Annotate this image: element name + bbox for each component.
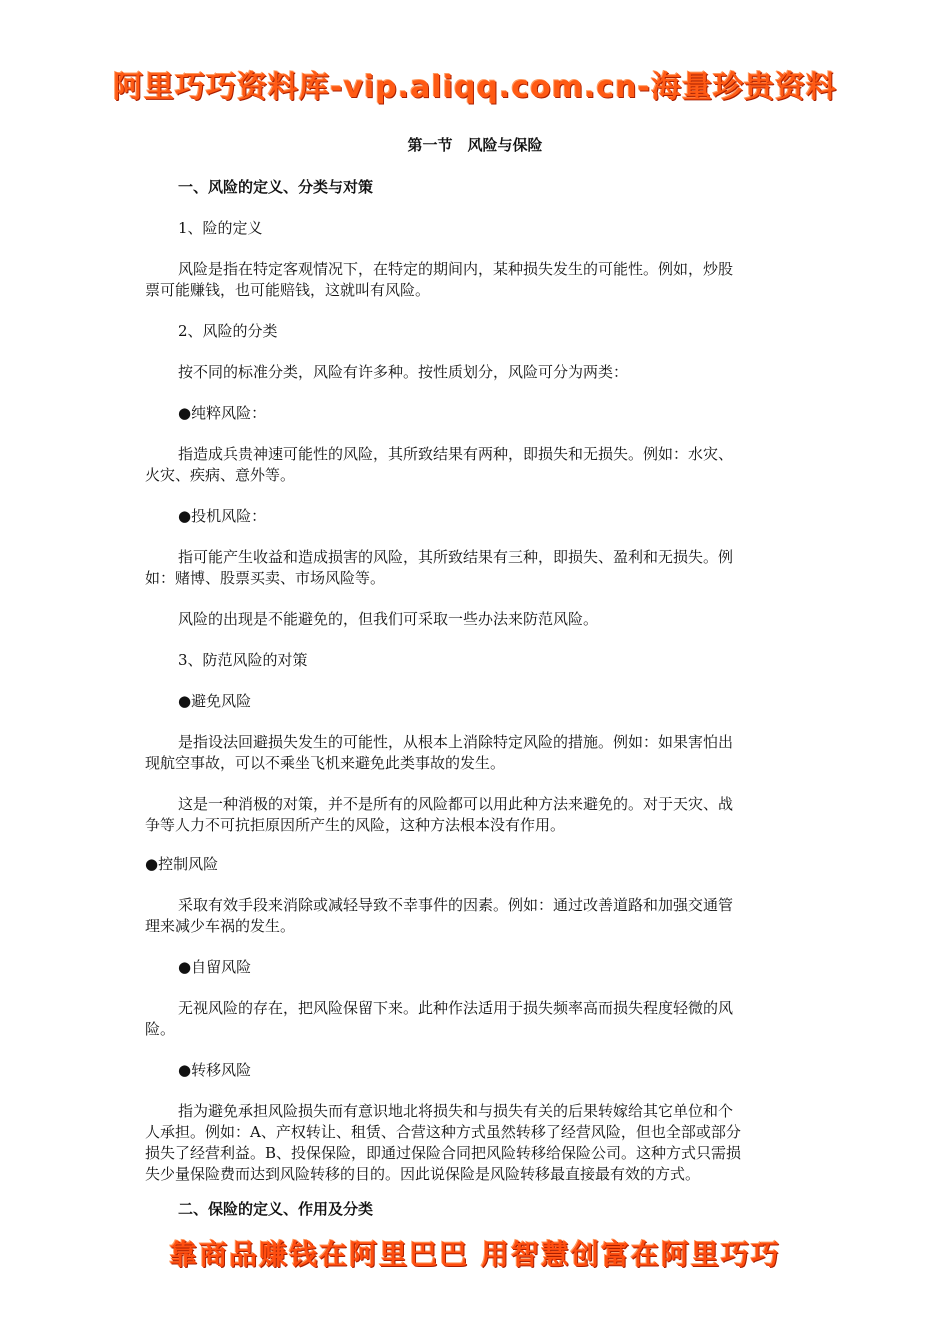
- paragraph-line: 理来减少车祸的发生。: [145, 917, 296, 935]
- paragraph-line: 票可能赚钱，也可能赔钱，这就叫有风险。: [145, 281, 431, 299]
- paragraph-line: 损失了经营利益。B、投保保险，即通过保险合同把风险转移给保险公司。这种方式只需损: [145, 1144, 742, 1162]
- paragraph-line: 险。: [145, 1020, 176, 1038]
- paragraph-line: 风险是指在特定客观情况下，在特定的期间内，某种损失发生的可能性。例如，炒股: [178, 260, 734, 278]
- paragraph-line: 指为避免承担风险损失而有意识地北将损失和与损失有关的后果转嫁给其它单位和个: [178, 1102, 734, 1120]
- paragraph-line: 风险的出现是不能避免的，但我们可采取一些办法来防范风险。: [178, 610, 599, 628]
- paragraph-line: 火灾、疾病、意外等。: [145, 466, 296, 484]
- paragraph-line: 采取有效手段来消除或减轻导致不幸事件的因素。例如：通过改善道路和加强交通管: [178, 896, 734, 914]
- bullet-control-risk: ●控制风险: [145, 855, 219, 873]
- heading-2: 二、保险的定义、作用及分类: [178, 1200, 374, 1218]
- bullet-transfer-risk: ●转移风险: [178, 1061, 252, 1079]
- bullet-pure-risk: ●纯粹风险：: [178, 404, 267, 422]
- paragraph-line: 失少量保险费而达到风险转移的目的。因此说保险是风险转移最直接最有效的方式。: [145, 1165, 701, 1183]
- heading-1: 一、风险的定义、分类与对策: [178, 178, 374, 196]
- paragraph-line: 现航空事故，可以不乘坐飞机来避免此类事故的发生。: [145, 754, 506, 772]
- bullet-speculative-risk: ●投机风险：: [178, 507, 267, 525]
- paragraph-line: 按不同的标准分类，风险有许多种。按性质划分，风险可分为两类：: [178, 363, 629, 381]
- paragraph-line: 这是一种消极的对策，并不是所有的风险都可以用此种方法来避免的。对于天灾、战: [178, 795, 734, 813]
- subheading-2: 2、风险的分类: [178, 322, 278, 340]
- header-banner: 阿里巧巧资料库-vip.aliqq.com.cn-海量珍贵资料: [113, 70, 837, 105]
- paragraph-line: 无视风险的存在，把风险保留下来。此种作法适用于损失频率高而损失程度轻微的风: [178, 999, 734, 1017]
- paragraph-line: 争等人力不可抗拒原因所产生的风险，这种方法根本没有作用。: [145, 816, 566, 834]
- section-title: 第一节 风险与保险: [407, 136, 543, 154]
- paragraph-line: 人承担。例如：A、产权转让、租赁、合营这种方式虽然转移了经营风险，但也全部或部分: [145, 1123, 741, 1141]
- bullet-retain-risk: ●自留风险: [178, 958, 252, 976]
- paragraph-line: 如：赌博、股票买卖、市场风险等。: [145, 569, 386, 587]
- subheading-3: 3、防范风险的对策: [178, 651, 308, 669]
- paragraph-line: 是指设法回避损失发生的可能性，从根本上消除特定风险的措施。例如：如果害怕出: [178, 733, 734, 751]
- paragraph-line: 指可能产生收益和造成损害的风险，其所致结果有三种，即损失、盈利和无损失。例: [178, 548, 734, 566]
- subheading-1: 1、险的定义: [178, 219, 263, 237]
- bullet-avoid-risk: ●避免风险: [178, 692, 252, 710]
- footer-banner: 靠商品赚钱在阿里巴巴 用智慧创富在阿里巧巧: [169, 1238, 781, 1271]
- paragraph-line: 指造成兵贵神速可能性的风险，其所致结果有两种，即损失和无损失。例如：水灾、: [178, 445, 734, 463]
